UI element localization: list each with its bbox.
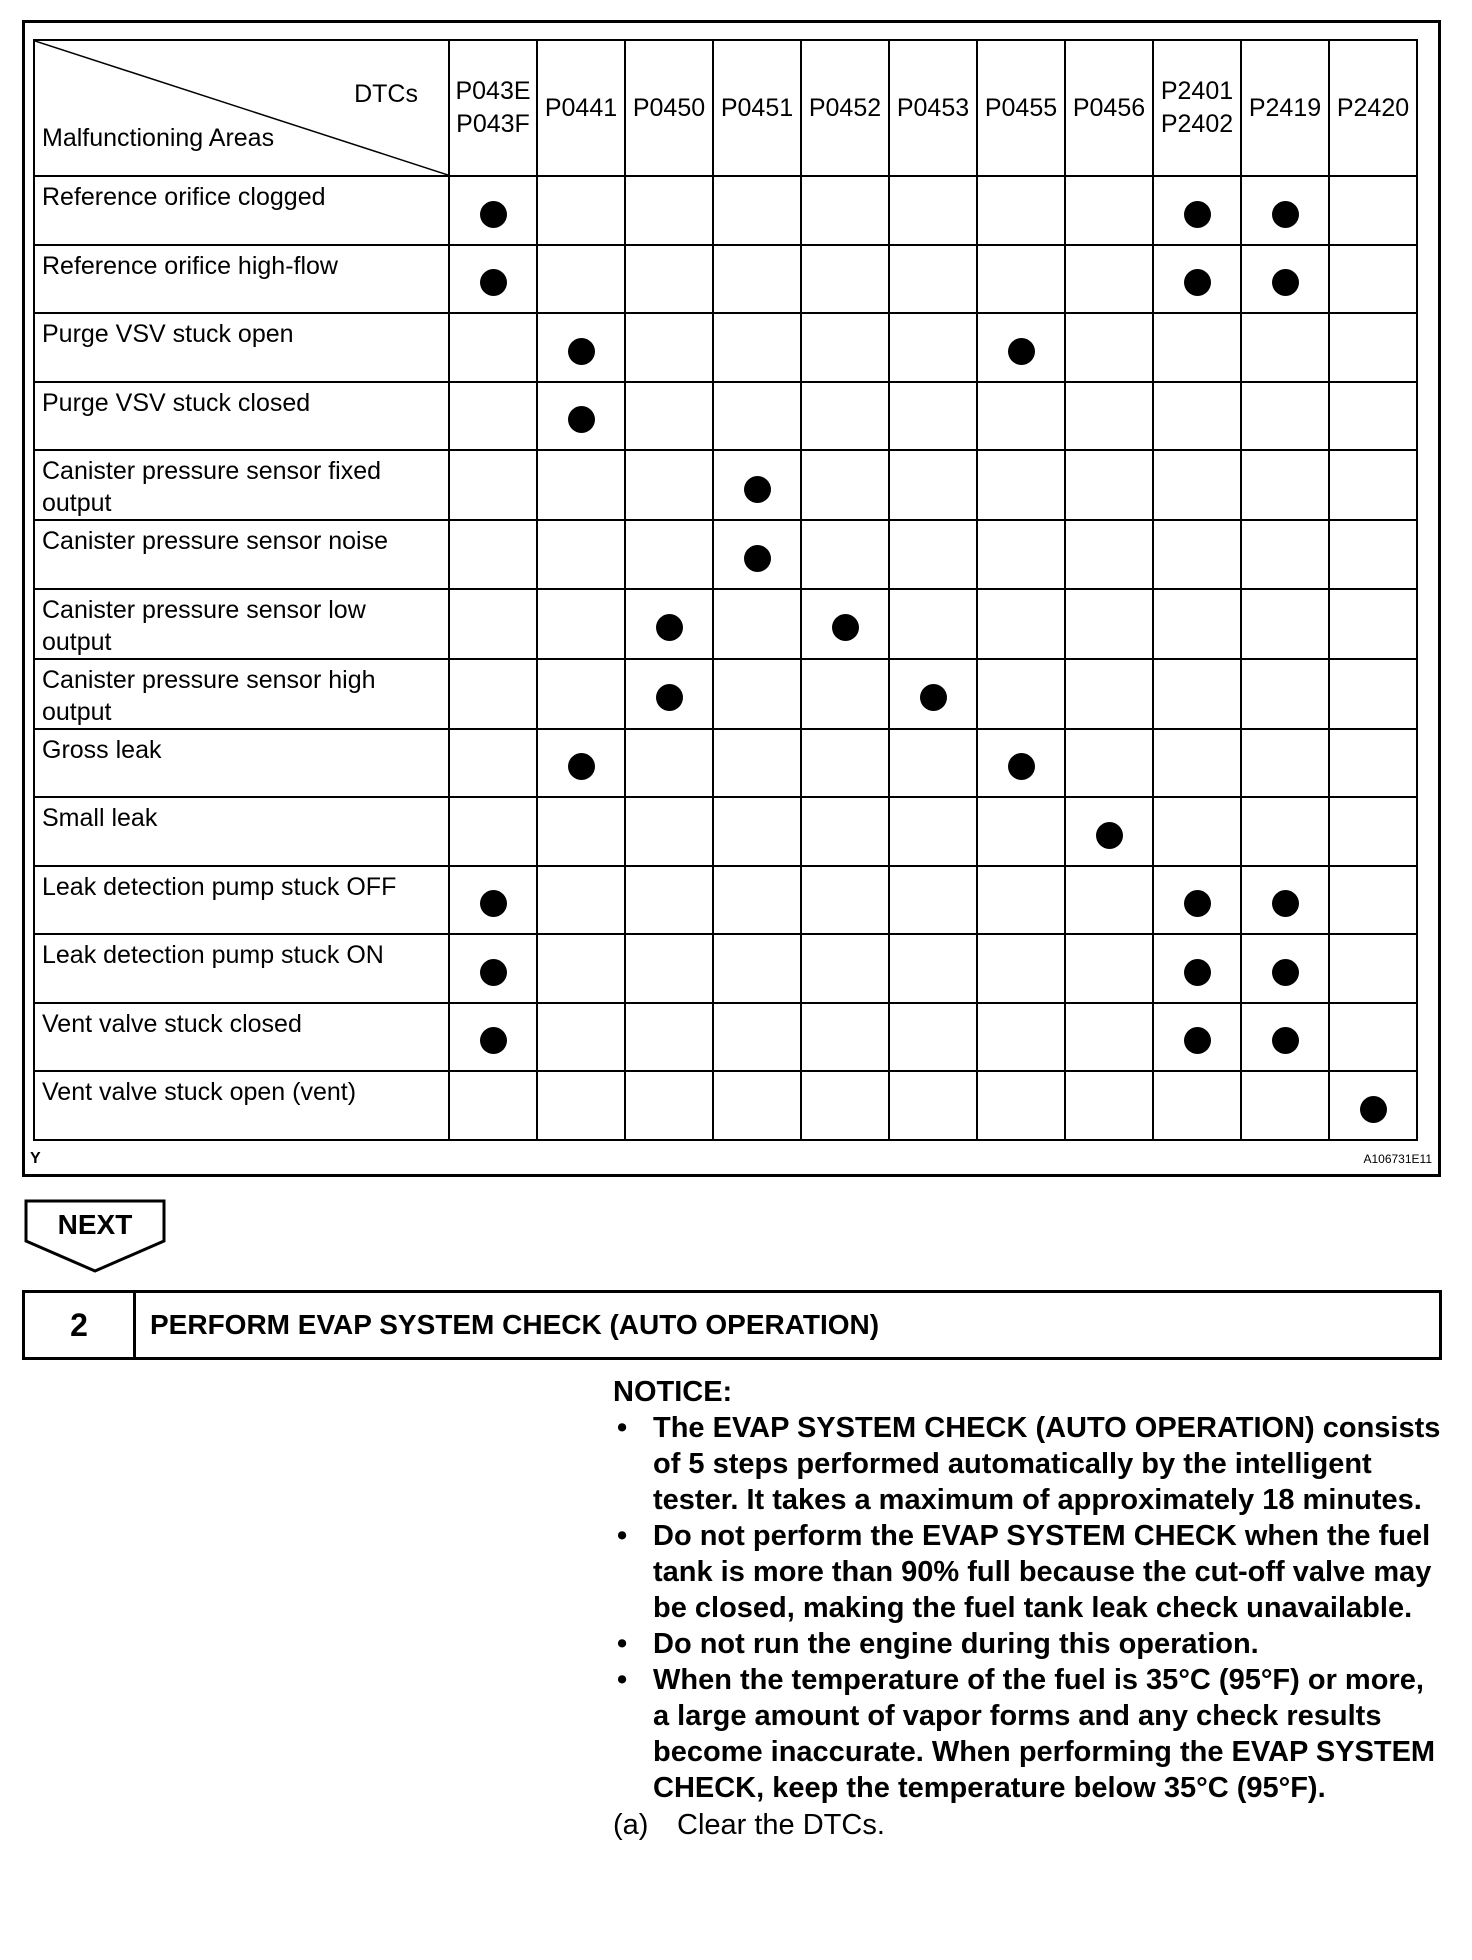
dtc-cell — [1065, 659, 1153, 729]
table-row — [34, 1003, 1417, 1072]
dtc-cell — [889, 382, 977, 451]
applicable-dot-icon — [1360, 1096, 1387, 1123]
dtc-column-header — [449, 40, 537, 176]
applicable-dot-icon — [1272, 201, 1299, 228]
applicable-dot-icon — [1272, 269, 1299, 296]
dtc-cell — [449, 520, 537, 589]
dtc-cell — [713, 176, 801, 245]
dtc-code: P0450 — [632, 93, 706, 122]
dtc-cell — [1241, 729, 1329, 798]
dtc-cell — [1065, 934, 1153, 1003]
dtc-cell — [449, 382, 537, 451]
dtc-cell — [801, 659, 889, 729]
dtc-cell — [889, 176, 977, 245]
dtc-cell — [1241, 520, 1329, 589]
step-header — [22, 1290, 1442, 1360]
dtc-code: P0456 — [1072, 93, 1146, 122]
dtc-cell — [977, 382, 1065, 451]
dtc-cell — [1329, 450, 1417, 520]
dtc-cell — [449, 866, 537, 935]
dtc-cell — [1153, 589, 1241, 659]
applicable-dot-icon — [568, 338, 595, 365]
dtc-cell — [1065, 1003, 1153, 1072]
substep-a — [613, 1806, 1443, 1844]
dtc-cell — [801, 797, 889, 866]
dtc-column-header — [625, 40, 713, 176]
dtc-column-header — [889, 40, 977, 176]
dtc-cell — [889, 659, 977, 729]
dtc-cell — [1329, 1071, 1417, 1140]
applicable-dot-icon — [1272, 1027, 1299, 1054]
applicable-dot-icon — [480, 269, 507, 296]
dtc-cell — [889, 245, 977, 314]
dtc-malfunction-table — [33, 39, 1418, 1141]
dtcs-header-label: DTCs — [354, 80, 418, 108]
dtc-cell — [1329, 729, 1417, 798]
dtc-cell — [449, 589, 537, 659]
table-row — [34, 659, 1417, 729]
dtc-cell — [449, 450, 537, 520]
dtc-cell — [1153, 313, 1241, 382]
notice-item: • The EVAP SYSTEM CHECK (AUTO OPERATION) consists of 5 steps performed automatically by the intelligent tester. It takes a maximum of approximately 18 minutes. — [613, 1410, 1443, 1518]
dtc-cell — [977, 589, 1065, 659]
dtc-cell — [449, 797, 537, 866]
dtc-code: P0452 — [808, 93, 882, 122]
applicable-dot-icon — [480, 1027, 507, 1054]
dtc-cell — [537, 1071, 625, 1140]
dtc-cell — [537, 589, 625, 659]
dtc-cell — [625, 729, 713, 798]
dtc-cell — [801, 176, 889, 245]
dtc-cell — [801, 313, 889, 382]
dtc-cell — [977, 313, 1065, 382]
dtc-cell — [713, 313, 801, 382]
applicable-dot-icon — [480, 201, 507, 228]
applicable-dot-icon — [832, 614, 859, 641]
applicable-dot-icon — [480, 890, 507, 917]
dtc-cell — [713, 382, 801, 451]
dtc-cell — [713, 589, 801, 659]
dtc-cell — [1065, 589, 1153, 659]
dtc-column-header — [1065, 40, 1153, 176]
applicable-dot-icon — [568, 406, 595, 433]
dtc-cell — [625, 797, 713, 866]
dtc-cell — [1153, 659, 1241, 729]
dtc-cell — [537, 450, 625, 520]
malfunction-area: Purge VSV stuck open — [34, 313, 449, 382]
dtc-cell — [625, 589, 713, 659]
dtc-cell — [625, 382, 713, 451]
dtc-cell — [1329, 313, 1417, 382]
dtc-cell — [977, 450, 1065, 520]
malfunction-area: Canister pressure sensor noise — [34, 520, 449, 589]
substep-text: Clear the DTCs. — [677, 1809, 885, 1841]
applicable-dot-icon — [1272, 959, 1299, 986]
dtc-cell — [977, 1071, 1065, 1140]
dtc-cell — [1065, 382, 1153, 451]
next-button[interactable] — [24, 1199, 166, 1278]
dtc-code: P2420 — [1336, 93, 1410, 122]
dtc-cell — [977, 245, 1065, 314]
dtc-code: P0453 — [896, 93, 970, 122]
dtc-cell — [977, 934, 1065, 1003]
dtc-cell — [625, 866, 713, 935]
table-row — [34, 729, 1417, 798]
dtc-cell — [449, 934, 537, 1003]
dtc-cell — [977, 520, 1065, 589]
substep-label: (a) — [613, 1809, 649, 1841]
dtc-cell — [801, 729, 889, 798]
dtc-cell — [1241, 934, 1329, 1003]
dtc-cell — [449, 659, 537, 729]
dtc-cell — [1329, 245, 1417, 314]
dtc-cell — [889, 313, 977, 382]
dtc-cell — [713, 1071, 801, 1140]
notice-item: • Do not perform the EVAP SYSTEM CHECK when the fuel tank is more than 90% full because the cut-off valve may be closed, making the fuel tank leak check unavailable. — [613, 1518, 1443, 1626]
next-button-label: NEXT — [57, 1209, 133, 1240]
dtc-column-header — [537, 40, 625, 176]
dtc-cell — [977, 797, 1065, 866]
dtc-cell — [801, 520, 889, 589]
table-row — [34, 313, 1417, 382]
dtc-code: P2402 — [1160, 110, 1234, 138]
malfunction-area: Small leak — [34, 797, 449, 866]
dtc-cell — [713, 797, 801, 866]
dtc-cell — [1241, 313, 1329, 382]
dtc-cell — [625, 313, 713, 382]
dtc-cell — [801, 1003, 889, 1072]
dtc-cell — [537, 659, 625, 729]
malfunction-area: Vent valve stuck open (vent) — [34, 1071, 449, 1140]
dtc-cell — [625, 176, 713, 245]
applicable-dot-icon — [920, 684, 947, 711]
table-row — [34, 1071, 1417, 1140]
applicable-dot-icon — [744, 476, 771, 503]
dtc-cell — [1153, 797, 1241, 866]
applicable-dot-icon — [480, 959, 507, 986]
dtc-cell — [449, 1071, 537, 1140]
dtc-cell — [977, 866, 1065, 935]
dtc-cell — [1153, 934, 1241, 1003]
dtc-cell — [1153, 520, 1241, 589]
malfunction-area: Reference orifice clogged — [34, 176, 449, 245]
dtc-cell — [1065, 797, 1153, 866]
dtc-cell — [801, 589, 889, 659]
table-corner-header — [34, 40, 449, 176]
applicable-dot-icon — [1272, 890, 1299, 917]
table-row — [34, 520, 1417, 589]
malfunction-area: Reference orifice high-flow — [34, 245, 449, 314]
dtc-cell — [977, 729, 1065, 798]
dtc-cell — [537, 797, 625, 866]
dtc-cell — [889, 1003, 977, 1072]
dtc-cell — [1153, 382, 1241, 451]
table-row — [34, 934, 1417, 1003]
dtc-cell — [889, 934, 977, 1003]
dtc-cell — [889, 589, 977, 659]
malfunction-area: Canister pressure sensor fixed output — [34, 450, 449, 520]
dtc-cell — [1065, 245, 1153, 314]
table-row — [34, 382, 1417, 451]
dtc-cell — [977, 659, 1065, 729]
dtc-cell — [1241, 866, 1329, 935]
applicable-dot-icon — [1184, 959, 1211, 986]
applicable-dot-icon — [1184, 1027, 1211, 1054]
dtc-cell — [1329, 1003, 1417, 1072]
dtc-cell — [977, 1003, 1065, 1072]
dtc-cell — [625, 1003, 713, 1072]
dtc-column-header — [1329, 40, 1417, 176]
dtc-cell — [977, 176, 1065, 245]
dtc-cell — [801, 382, 889, 451]
dtc-cell — [449, 245, 537, 314]
applicable-dot-icon — [1096, 822, 1123, 849]
applicable-dot-icon — [744, 545, 771, 572]
dtc-cell — [449, 729, 537, 798]
dtc-cell — [1241, 589, 1329, 659]
dtc-cell — [537, 176, 625, 245]
dtc-cell — [1065, 1071, 1153, 1140]
table-row — [34, 589, 1417, 659]
dtc-cell — [801, 934, 889, 1003]
applicable-dot-icon — [1008, 338, 1035, 365]
dtc-cell — [889, 866, 977, 935]
dtc-cell — [1329, 589, 1417, 659]
dtc-cell — [1329, 659, 1417, 729]
dtc-cell — [449, 1003, 537, 1072]
dtc-cell — [1241, 659, 1329, 729]
dtc-cell — [537, 1003, 625, 1072]
dtc-cell — [1241, 245, 1329, 314]
dtc-cell — [1153, 1003, 1241, 1072]
malfunction-area: Leak detection pump stuck ON — [34, 934, 449, 1003]
dtc-cell — [625, 450, 713, 520]
dtc-figure — [22, 20, 1441, 1177]
dtc-cell — [713, 729, 801, 798]
dtc-cell — [1329, 934, 1417, 1003]
step-title: PERFORM EVAP SYSTEM CHECK (AUTO OPERATION) — [150, 1309, 880, 1340]
dtc-cell — [1065, 520, 1153, 589]
dtc-column-header — [1241, 40, 1329, 176]
table-row — [34, 245, 1417, 314]
dtc-cell — [537, 245, 625, 314]
dtc-cell — [889, 520, 977, 589]
dtc-code: P043F — [456, 110, 530, 138]
dtc-cell — [889, 1071, 977, 1140]
dtc-cell — [1153, 866, 1241, 935]
dtc-cell — [537, 866, 625, 935]
dtc-cell — [537, 313, 625, 382]
table-row — [34, 797, 1417, 866]
dtc-code: P043E — [455, 77, 531, 105]
dtc-cell — [889, 797, 977, 866]
notice-block — [613, 1374, 1443, 1844]
dtc-column-header — [713, 40, 801, 176]
notice-list — [613, 1410, 1443, 1806]
dtc-cell — [449, 313, 537, 382]
dtc-cell — [713, 659, 801, 729]
dtc-cell — [1153, 245, 1241, 314]
dtc-cell — [1065, 176, 1153, 245]
malfunction-area: Vent valve stuck closed — [34, 1003, 449, 1072]
table-row — [34, 176, 1417, 245]
dtc-cell — [1241, 1003, 1329, 1072]
dtc-cell — [1065, 313, 1153, 382]
dtc-cell — [1241, 1071, 1329, 1140]
dtc-code: P2401 — [1160, 77, 1234, 105]
dtc-cell — [1065, 866, 1153, 935]
dtc-cell — [625, 659, 713, 729]
dtc-cell — [1329, 520, 1417, 589]
dtc-cell — [1329, 797, 1417, 866]
table-row — [34, 866, 1417, 935]
notice-item: • Do not run the engine during this operation. — [613, 1626, 1443, 1662]
dtc-cell — [625, 934, 713, 1003]
step-number: 2 — [25, 1293, 136, 1357]
dtc-cell — [801, 866, 889, 935]
notice-heading: NOTICE: — [613, 1376, 733, 1408]
dtc-cell — [889, 450, 977, 520]
dtc-cell — [713, 245, 801, 314]
dtc-cell — [537, 382, 625, 451]
dtc-cell — [625, 1071, 713, 1140]
table-row — [34, 450, 1417, 520]
applicable-dot-icon — [1184, 201, 1211, 228]
dtc-cell — [713, 1003, 801, 1072]
dtc-cell — [625, 520, 713, 589]
malfunction-area: Canister pressure sensor high output — [34, 659, 449, 729]
applicable-dot-icon — [656, 684, 683, 711]
dtc-cell — [1153, 1071, 1241, 1140]
dtc-cell — [889, 729, 977, 798]
applicable-dot-icon — [656, 614, 683, 641]
dtc-cell — [713, 866, 801, 935]
malfunction-area: Purge VSV stuck closed — [34, 382, 449, 451]
dtc-code: P0455 — [984, 93, 1058, 122]
applicable-dot-icon — [1184, 269, 1211, 296]
dtc-cell — [537, 729, 625, 798]
areas-header-label: Malfunctioning Areas — [42, 124, 275, 152]
malfunction-area: Leak detection pump stuck OFF — [34, 866, 449, 935]
figure-id: A106731E11 — [1363, 1152, 1432, 1166]
dtc-cell — [449, 176, 537, 245]
dtc-cell — [1241, 450, 1329, 520]
dtc-cell — [713, 520, 801, 589]
dtc-cell — [1329, 382, 1417, 451]
dtc-cell — [1241, 176, 1329, 245]
dtc-code: P0441 — [544, 93, 618, 122]
malfunction-area: Gross leak — [34, 729, 449, 798]
dtc-cell — [1153, 450, 1241, 520]
dtc-cell — [713, 934, 801, 1003]
dtc-column-header — [977, 40, 1065, 176]
dtc-cell — [801, 450, 889, 520]
dtc-cell — [1241, 382, 1329, 451]
dtc-column-header — [801, 40, 889, 176]
dtc-cell — [1329, 176, 1417, 245]
dtc-cell — [801, 245, 889, 314]
dtc-cell — [537, 520, 625, 589]
dtc-cell — [1153, 176, 1241, 245]
dtc-cell — [801, 1071, 889, 1140]
applicable-dot-icon — [1184, 890, 1211, 917]
dtc-cell — [1065, 729, 1153, 798]
dtc-cell — [1153, 729, 1241, 798]
applicable-dot-icon — [568, 753, 595, 780]
dtc-cell — [537, 934, 625, 1003]
dtc-cell — [1329, 866, 1417, 935]
dtc-code: P0451 — [720, 93, 794, 122]
dtc-column-header — [1153, 40, 1241, 176]
dtc-cell — [713, 450, 801, 520]
dtc-cell — [1065, 450, 1153, 520]
malfunction-area: Canister pressure sensor low output — [34, 589, 449, 659]
applicable-dot-icon — [1008, 753, 1035, 780]
figure-left-label: Y — [30, 1150, 41, 1167]
dtc-cell — [625, 245, 713, 314]
dtc-code: P2419 — [1248, 93, 1322, 122]
dtc-cell — [1241, 797, 1329, 866]
notice-item: • When the temperature of the fuel is 35°C (95°F) or more, a large amount of vapor forms and any check results become inaccurate. When performing the EVAP SYSTEM CHECK, keep the temperature below 35°C (95°F). — [613, 1662, 1443, 1806]
